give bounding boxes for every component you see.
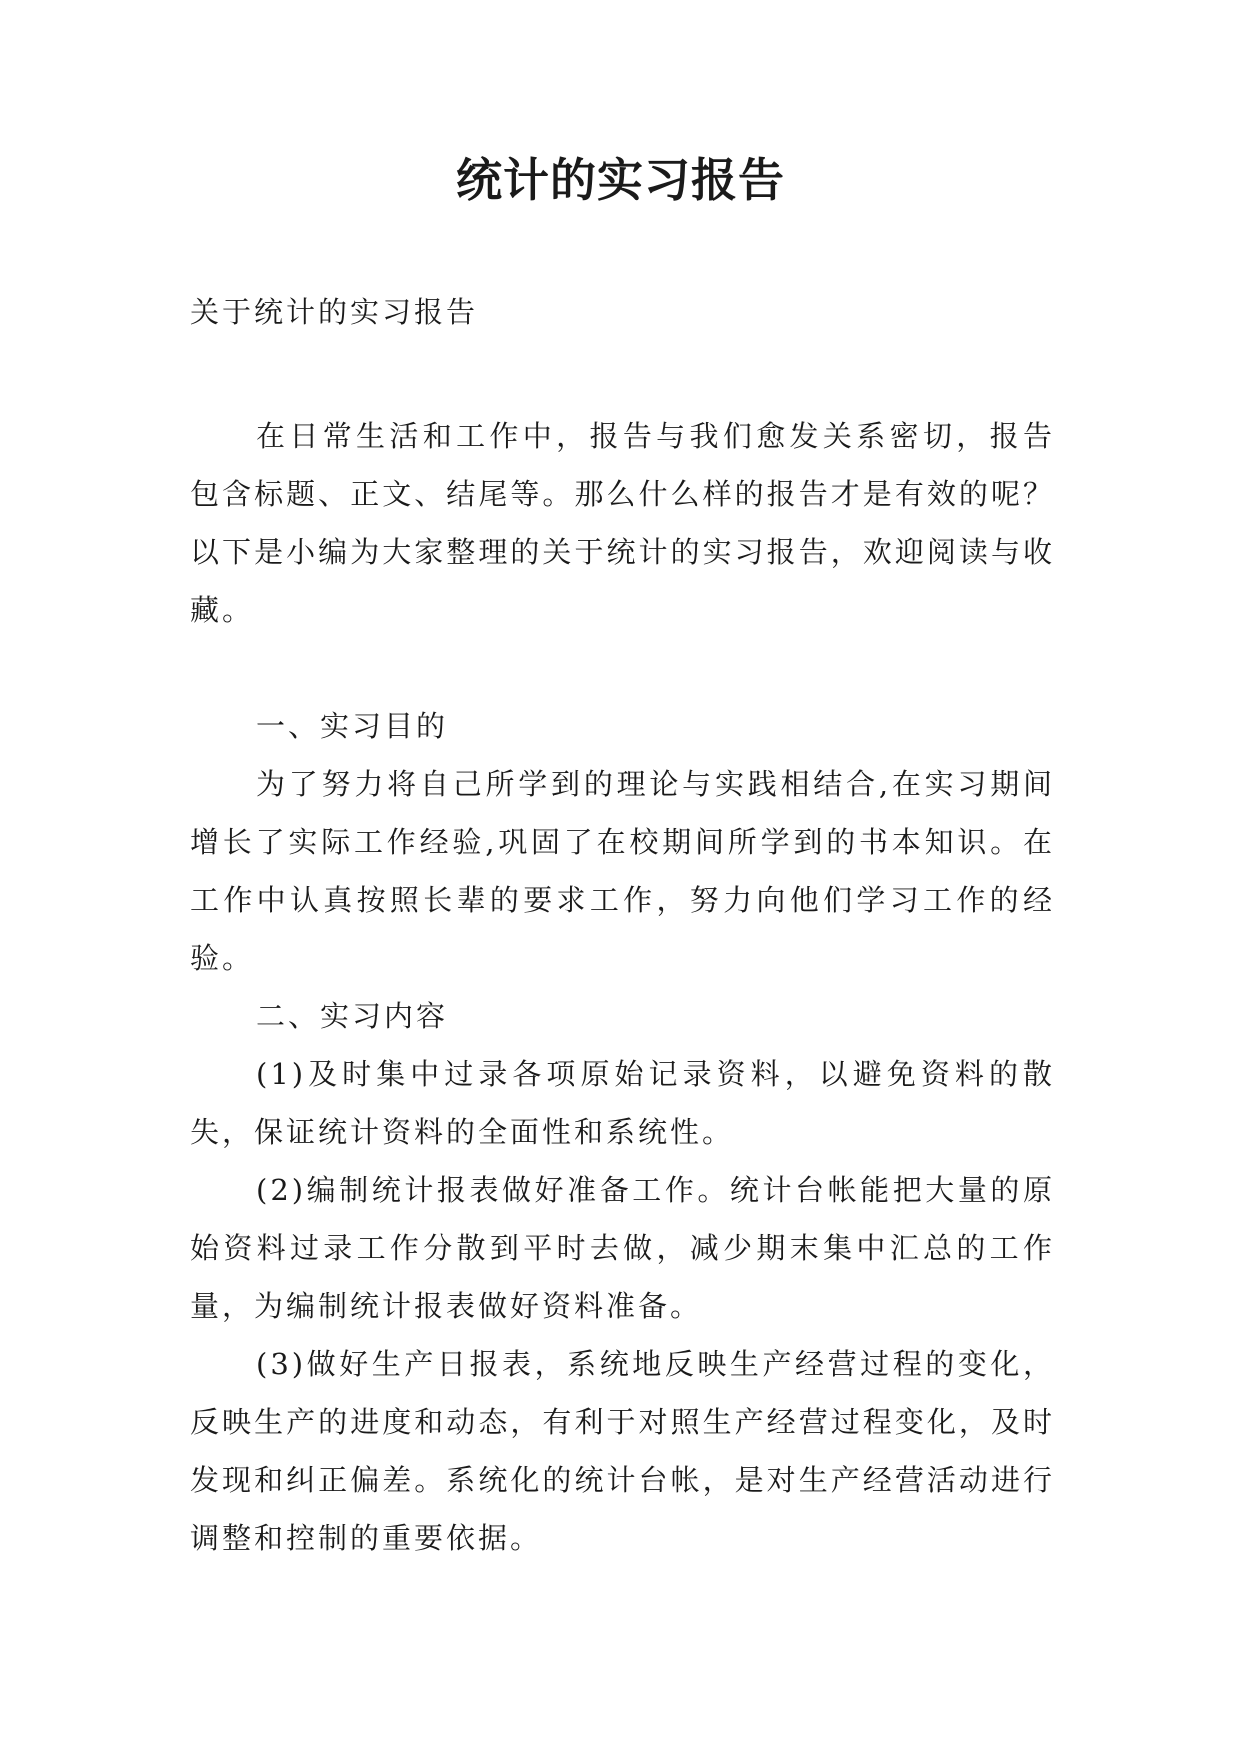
section-heading-content: 二、实习内容	[256, 999, 449, 1033]
purpose-paragraph: 为了努力将自己所学到的理论与实践相结合,在实习期间增长了实际工作经验,巩固了在校期间所学到的书本知识。在工作中认真按照长辈的要求工作，努力向他们学习工作的经验。	[190, 767, 1055, 975]
intro-paragraph: 在日常生活和工作中，报告与我们愈发关系密切，报告包含标题、正文、结尾等。那么什么样的报告才是有效的呢？以下是小编为大家整理的关于统计的实习报告，欢迎阅读与收藏。	[190, 419, 1055, 627]
document-body	[190, 407, 1055, 1567]
content-item-2: (2)编制统计报表做好准备工作。统计台帐能把大量的原始资料过录工作分散到平时去做，减少期末集中汇总的工作量，为编制统计报表做好资料准备。	[190, 1173, 1055, 1323]
section-heading-purpose: 一、实习目的	[256, 709, 449, 743]
document-subtitle: 关于统计的实习报告	[190, 295, 479, 329]
document-title: 统计的实习报告	[456, 153, 785, 207]
content-item-1: (1)及时集中过录各项原始记录资料，以避免资料的散失，保证统计资料的全面性和系统性。	[190, 1057, 1055, 1149]
content-item-3: (3)做好生产日报表，系统地反映生产经营过程的变化，反映生产的进度和动态，有利于对照生产经营过程变化，及时发现和纠正偏差。系统化的统计台帐，是对生产经营活动进行调整和控制的重要依据。	[190, 1347, 1055, 1555]
